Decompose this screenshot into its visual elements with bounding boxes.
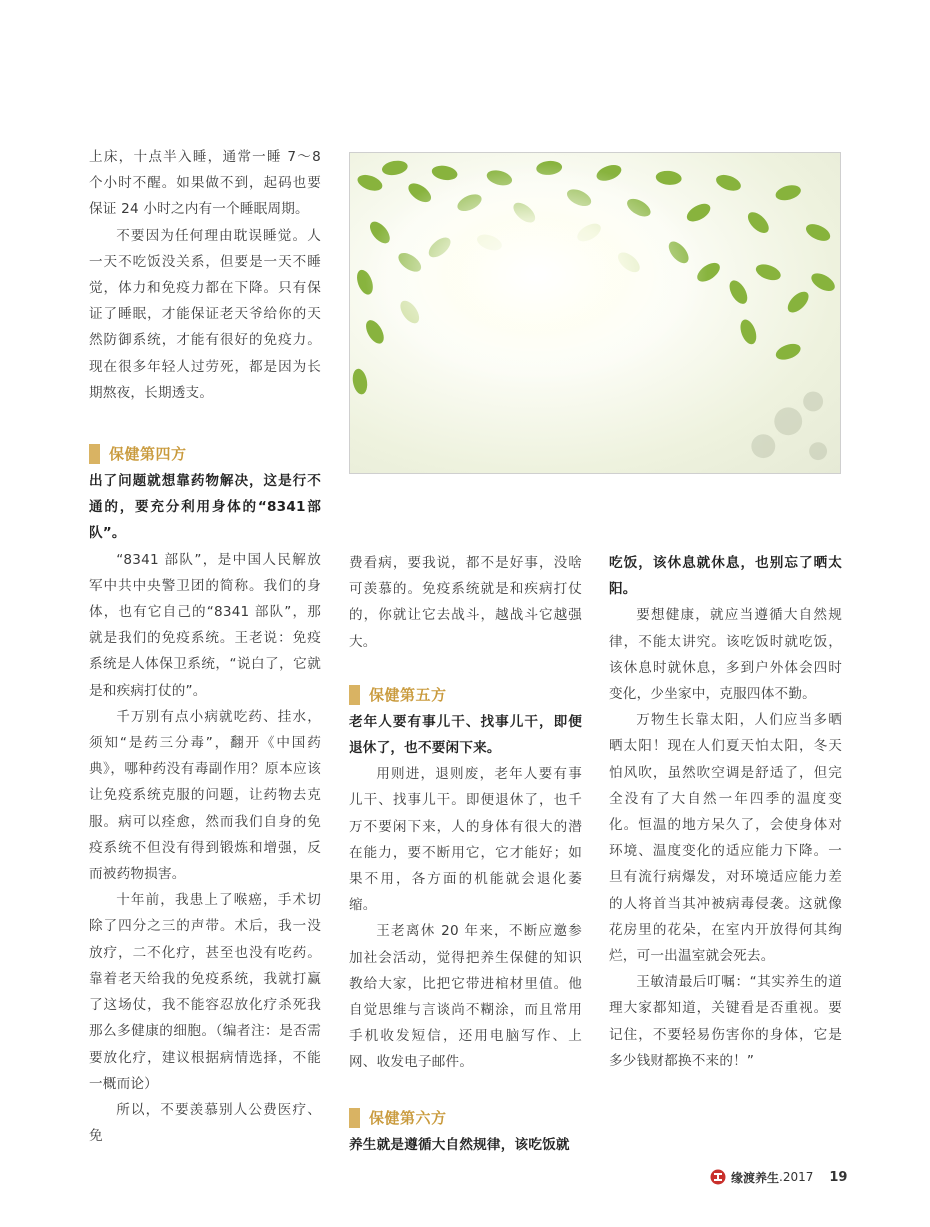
section-title: 保健第五方	[369, 685, 447, 704]
paragraph: 王敏清最后叮嘱：“其实养生的道理大家都知道，关键看是否重视。要记住，不要轻易伤害你的身体，它是多少钱财都换不来的！”	[609, 974, 842, 1069]
paragraph: 王老离休 20 年来，不断应邀参加社会活动，觉得把养生保健的知识教给大家，比把它带进棺材里值。他自觉思维与言谈尚不糊涂，而且常用手机收发短信，还用电脑写作、上网、收发电子邮件。	[349, 923, 582, 1071]
paragraph: 千万别有点小病就吃药、挂水，须知“是药三分毒”，翻开《中国药典》，哪种药没有毒副作用？原本应该让免疫系统克服的问题，让药物去克服。病可以痊愈，然而我们自身的免疫系统不但没有得到锻炼和增强，反而被药物损害。	[89, 708, 321, 883]
paragraph: 用则进，退则废，老年人要有事儿干、找事儿干。即便退休了，也千万不要闲下来，人的身体有很大的潜在能力，要不断用它，它才能好；如果不用，各方面的机能就会退化萎缩。	[349, 766, 582, 914]
paragraph: “8341 部队”，是中国人民解放军中共中央警卫团的简称。我们的身体，也有它自己的“8341 部队”，那就是我们的免疫系统。王老说：免疫系统是人体保卫系统，“说白了，它就是和疾病打仗的”。	[89, 551, 321, 699]
section-lead-continued: 吃饭，该休息就休息，也别忘了晒太阳。	[609, 555, 842, 598]
column-3	[609, 550, 842, 1074]
section-marker-icon	[349, 685, 360, 705]
section-heading-6	[349, 1106, 582, 1130]
section-marker-icon	[89, 444, 100, 464]
column-2	[349, 550, 582, 1158]
paragraph: 费看病，要我说，都不是好事，没啥可羡慕的。免疫系统就是和疾病打仗的，你就让它去战斗，越战斗它越强大。	[349, 555, 582, 650]
section-lead: 老年人要有事儿干、找事儿干，即便退休了，也不要闲下来。	[349, 713, 582, 757]
section-heading-5	[349, 683, 582, 707]
magazine-logo-icon	[710, 1169, 726, 1185]
column-1	[89, 144, 321, 1149]
paragraph: 不要因为任何理由耽误睡觉。人一天不吃饭没关系，但要是一天不睡觉，体力和免疫力都在下降。只有保证了睡眠，才能保证老天爷给你的天然防御系统，才能有很好的免疫力。现在很多年轻人过劳死，都是因为长期熬夜，长期透支。	[89, 227, 321, 401]
green-leaves-icon	[350, 153, 840, 473]
section-lead: 养生就是遵循大自然规律，该吃饭就	[349, 1136, 570, 1153]
magazine-name: 缘渡养生	[731, 1170, 780, 1185]
section-heading-4	[89, 442, 321, 466]
section-title: 保健第六方	[369, 1108, 447, 1127]
section-marker-icon	[349, 1108, 360, 1128]
paragraph: 万物生长靠太阳，人们应当多晒晒太阳！现在人们夏天怕太阳，冬天怕风吹，虽然吹空调是舒适了，但完全没有了大自然一年四季的温度变化。恒温的地方呆久了，会使身体对环境、温度变化的适应能力下降。一旦有流行病爆发，对环境适应能力差的人将首当其冲被病毒侵袭。这就像花房里的花朵，在室内开放得何其绚烂，可一出温室就会死去。	[609, 712, 842, 965]
page-number: 19	[829, 1169, 848, 1185]
paragraph: 所以，不要羡慕别人公费医疗、免	[89, 1101, 321, 1145]
leaves-photo	[349, 152, 841, 474]
paragraph: 十年前，我患上了喉癌，手术切除了四分之三的声带。术后，我一没放疗，二不化疗，甚至也没有吃药。靠着老天给我的免疫系统，我就打赢了这场仗，我不能容忍放化疗杀死我那么多健康的细胞。（编者注：是否需要放化疗，建议根据病情选择，不能一概而论）	[89, 892, 321, 1092]
paragraph: 上床，十点半入睡，通常一睡 7～8 个小时不醒。如果做不到，起码也要保证 24 小时之内有一个睡眠周期。	[89, 149, 321, 218]
section-lead: 出了问题就想靠药物解决，这是行不通的，要充分利用身体的“8341部队”。	[89, 473, 321, 542]
paragraph: 要想健康，就应当遵循大自然规律，不能太讲究。该吃饭时就吃饭，该休息时就休息，多到户外体会四时变化，少坐家中，克服四体不勤。	[609, 607, 842, 703]
section-title: 保健第四方	[109, 444, 187, 463]
issue-year: .2017	[779, 1170, 814, 1184]
page-footer	[710, 1167, 847, 1187]
